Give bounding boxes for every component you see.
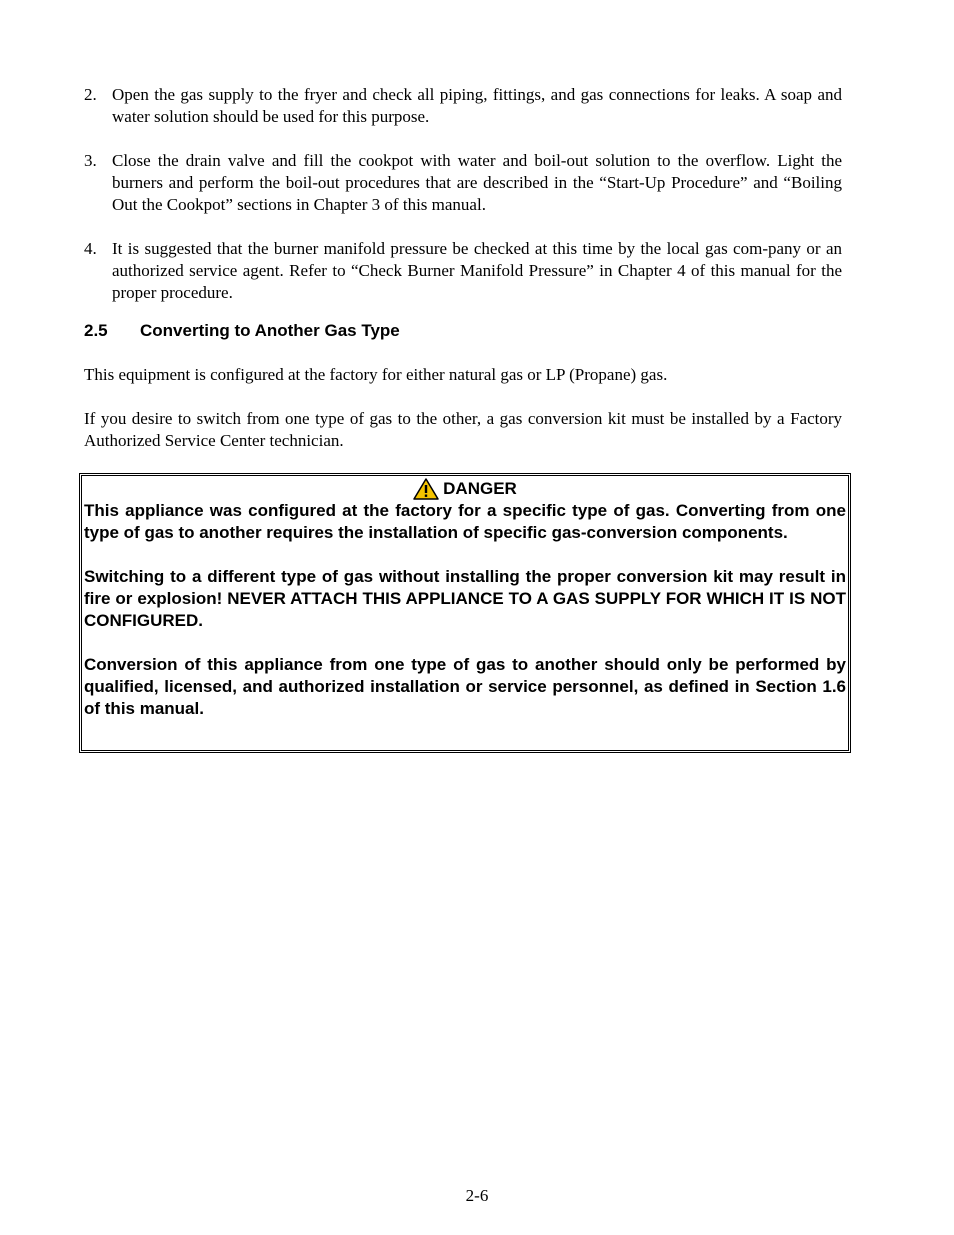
section-title: Converting to Another Gas Type (140, 321, 400, 340)
body-paragraph: If you desire to switch from one type of gas to the other, a gas conversion kit must be installed by a Factory Authorized Service Center technician. (84, 409, 842, 450)
danger-label: DANGER (443, 479, 517, 498)
section-heading (84, 320, 842, 342)
list-item (84, 84, 842, 128)
step-number: 3. (84, 151, 97, 170)
danger-notice (79, 473, 851, 753)
step-text: Open the gas supply to the fryer and check all piping, fittings, and gas connections for leaks. A soap and water solution should be used for this purpose. (112, 85, 842, 126)
step-number: 2. (84, 85, 97, 104)
section-number: 2.5 (84, 321, 108, 340)
step-number: 4. (84, 239, 97, 258)
body-paragraph: This equipment is configured at the factory for either natural gas or LP (Propane) gas. (84, 365, 668, 384)
list-item (84, 238, 842, 304)
procedure-steps (84, 84, 842, 326)
step-text: Close the drain valve and fill the cookpot with water and boil-out solution to the overflow. Light the burners and perform the boil-out procedures that are described in the “Start-Up Procedure” and “Boiling Out the Cookpot” sections in Chapter 3 of this manual. (112, 151, 842, 214)
danger-paragraph: Switching to a different type of gas without installing the proper conversion kit may result in fire or explosion! NEVER ATTACH THIS APPLIANCE TO A GAS SUPPLY FOR WHICH IT IS NOT CONFIGURED. (84, 567, 846, 630)
danger-paragraph: This appliance was configured at the factory for a specific type of gas. Converting from one type of gas to another requires the installation of specific gas-conversion components. (84, 501, 846, 542)
page-number: 2-6 (465, 1186, 489, 1205)
danger-paragraph: Conversion of this appliance from one type of gas to another should only be performed by qualified, licensed, and authorized installation or service personnel, as defined in Section 1.6 of this manual. (84, 655, 846, 718)
warning-triangle-icon (413, 478, 439, 500)
step-text: It is suggested that the burner manifold pressure be checked at this time by the local gas com-pany or an authorized service agent. Refer to “Check Burner Manifold Pressure” in Chapter 4 of this manual for the proper procedure. (112, 239, 842, 302)
list-item (84, 150, 842, 216)
danger-title (84, 478, 846, 500)
